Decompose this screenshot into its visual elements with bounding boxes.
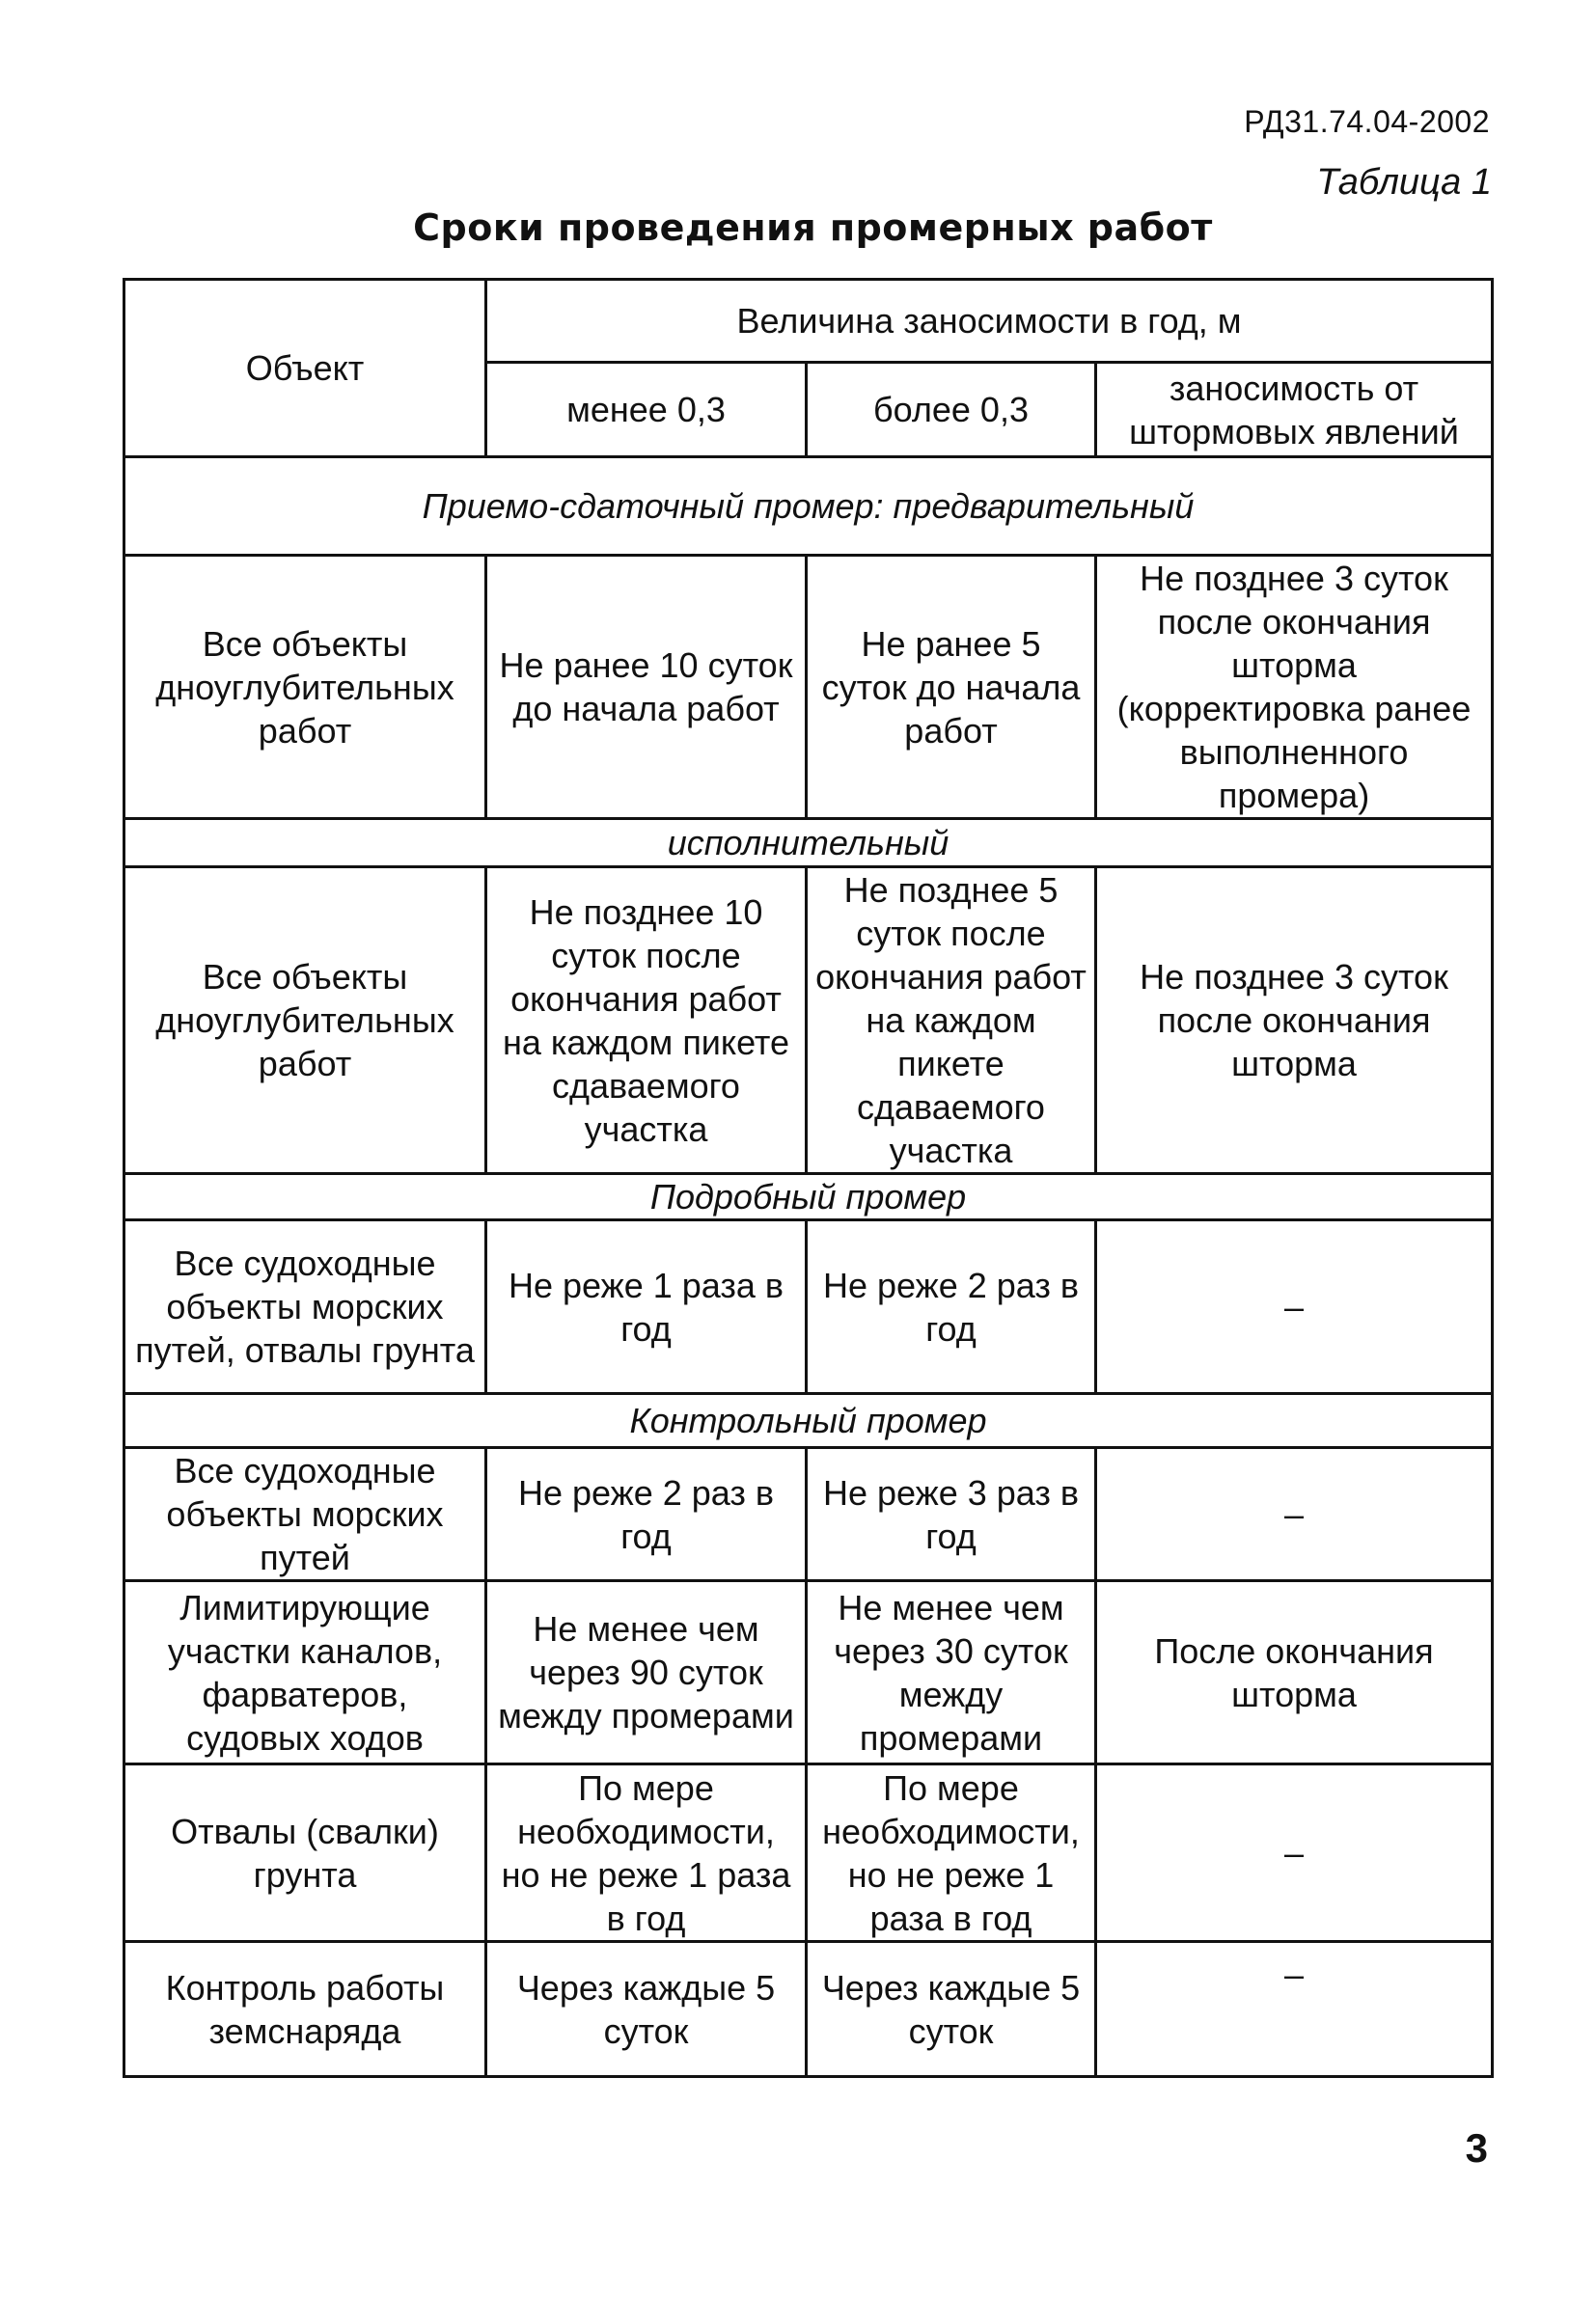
- document-code: РД31.74.04-2002: [1244, 104, 1490, 139]
- cell-more: Не реже 3 раз в год: [807, 1448, 1096, 1581]
- page-number: 3: [1465, 2125, 1488, 2171]
- section-control: Контрольный промер: [124, 1394, 1493, 1448]
- table-row: [124, 556, 1493, 819]
- cell-more: Не позднее 5 суток после окончания работ на каждом пикете сдаваемого участка: [807, 867, 1096, 1174]
- cell-less: Через каждые 5 суток: [486, 1942, 807, 2077]
- cell-more: Не реже 2 раз в год: [807, 1220, 1096, 1394]
- cell-less: Не позднее 10 суток после окончания работ на каждом пикете сдаваемого участка: [486, 867, 807, 1174]
- section-executive: исполнительный: [124, 819, 1493, 867]
- cell-more: По мере необходимости, но не реже 1 раза в год: [807, 1764, 1096, 1942]
- cell-object: Контроль работы земснаряда: [124, 1942, 486, 2077]
- header-less-0-3: менее 0,3: [486, 363, 807, 457]
- header-row: [124, 280, 1493, 363]
- cell-storm: Не позднее 3 суток после окончания шторма: [1096, 867, 1493, 1174]
- cell-storm: Не позднее 3 суток после окончания шторма (корректировка ранее выполненного промера): [1096, 556, 1493, 819]
- cell-storm: После окончания шторма: [1096, 1581, 1493, 1764]
- section-row: [124, 457, 1493, 556]
- cell-object: Все объекты дноуглубительных работ: [124, 867, 486, 1174]
- cell-less: Не реже 2 раз в год: [486, 1448, 807, 1581]
- cell-less: Не менее чем через 90 суток между промерами: [486, 1581, 807, 1764]
- cell-object: Лимитирующие участки каналов, фарватеров, судовых ходов: [124, 1581, 486, 1764]
- header-object: Объект: [124, 280, 486, 457]
- header-more-0-3: более 0,3: [807, 363, 1096, 457]
- section-preliminary: Приемо-сдаточный промер: предварительный: [124, 457, 1493, 556]
- table-row: [124, 1942, 1493, 2077]
- cell-storm: –: [1096, 1764, 1493, 1942]
- cell-storm: –: [1096, 1220, 1493, 1394]
- section-row: [124, 819, 1493, 867]
- cell-more: Не ранее 5 суток до начала работ: [807, 556, 1096, 819]
- section-row: [124, 1394, 1493, 1448]
- cell-more: Через каждые 5 суток: [807, 1942, 1096, 2077]
- table-label: Таблица 1: [1316, 162, 1492, 203]
- table-row: [124, 867, 1493, 1174]
- table-row: [124, 1764, 1493, 1942]
- cell-less: Не ранее 10 суток до начала работ: [486, 556, 807, 819]
- section-detailed: Подробный промер: [124, 1174, 1493, 1220]
- cell-object: Все объекты дноуглубительных работ: [124, 556, 486, 819]
- header-storm-drift: заносимость от штормовых явлений: [1096, 363, 1493, 457]
- section-row: [124, 1174, 1493, 1220]
- cell-storm: –: [1096, 1942, 1493, 2077]
- schedule-table: [123, 278, 1494, 2078]
- table-row: [124, 1581, 1493, 1764]
- cell-less: По мере необходимости, но не реже 1 раза в год: [486, 1764, 807, 1942]
- table-row: [124, 1220, 1493, 1394]
- cell-more: Не менее чем через 30 суток между промерами: [807, 1581, 1096, 1764]
- page-title: Сроки проведения промерных работ: [413, 206, 1213, 249]
- cell-storm: –: [1096, 1448, 1493, 1581]
- cell-object: Все судоходные объекты морских путей, отвалы грунта: [124, 1220, 486, 1394]
- table-row: [124, 1448, 1493, 1581]
- cell-object: Все судоходные объекты морских путей: [124, 1448, 486, 1581]
- cell-object: Отвалы (свалки) грунта: [124, 1764, 486, 1942]
- header-annual-drift: Величина заносимости в год, м: [486, 280, 1493, 363]
- cell-less: Не реже 1 раза в год: [486, 1220, 807, 1394]
